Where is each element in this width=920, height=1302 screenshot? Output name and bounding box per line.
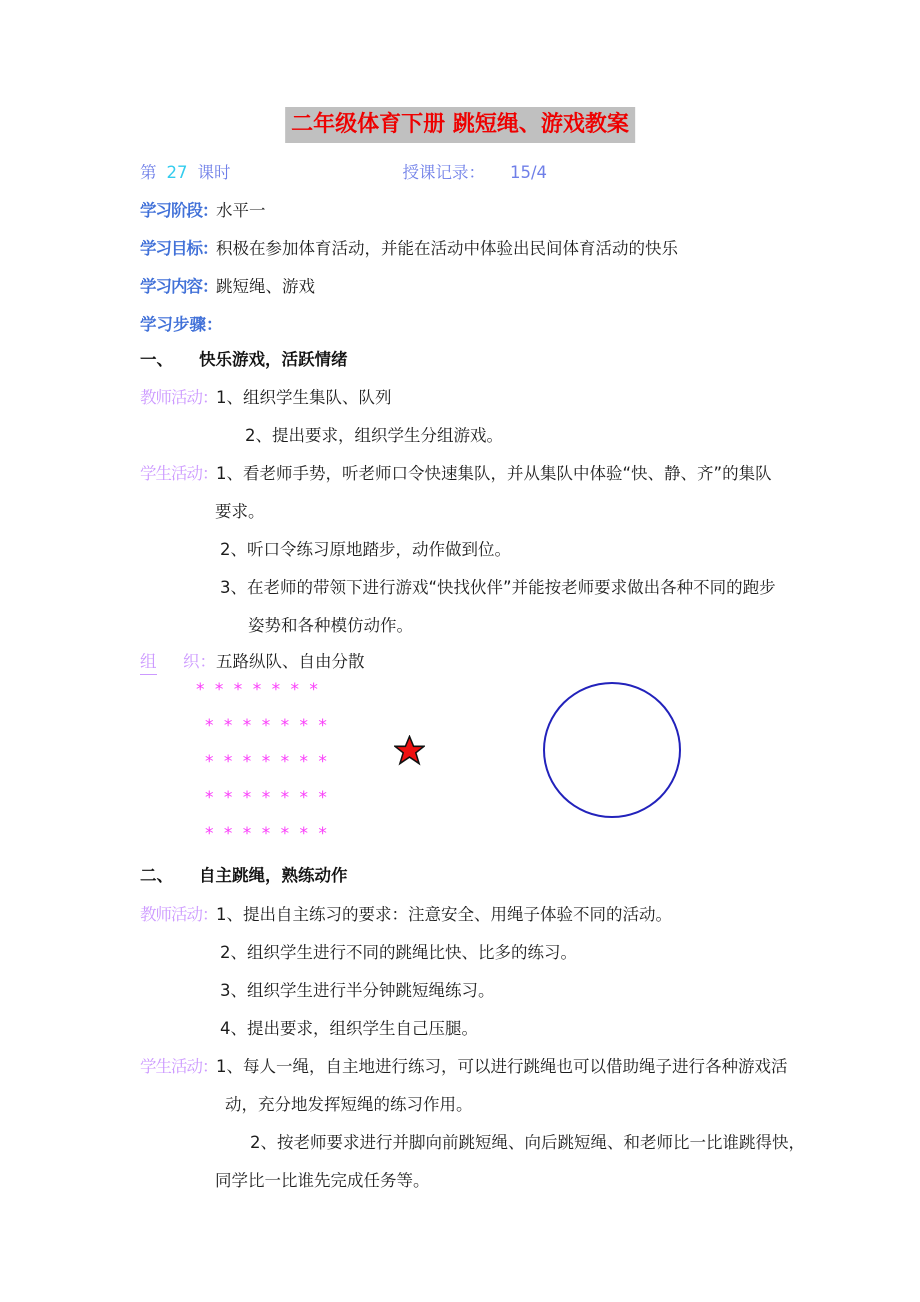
lesson-suffix: 课时 xyxy=(197,163,231,182)
formation-row-5: * * * * * * * xyxy=(205,824,330,844)
organization-label-left: 组 xyxy=(140,650,157,675)
section2-student-line1 xyxy=(140,1055,788,1079)
section2-title: 自主跳绳，熟练动作 xyxy=(199,866,348,885)
organization-label-right: 织： xyxy=(183,652,216,671)
teacher-star-icon xyxy=(394,735,425,766)
lesson-number: 27 xyxy=(166,163,188,182)
content-value: 跳短绳、游戏 xyxy=(216,277,315,296)
section1-heading xyxy=(140,348,348,372)
play-area-circle xyxy=(543,682,681,818)
section1-student-line5: 姿势和各种模仿动作。 xyxy=(248,616,413,635)
lesson-prefix: 第 xyxy=(140,163,157,182)
stage-line xyxy=(140,199,266,223)
section2-number: 二、 xyxy=(140,866,173,885)
content-line xyxy=(140,275,315,299)
formation-row-2: * * * * * * * xyxy=(205,716,330,736)
section2-student-line4: 同学比一比谁先完成任务等。 xyxy=(215,1171,430,1190)
section2-teacher-line2: 2、组织学生进行不同的跳绳比快、比多的练习。 xyxy=(220,943,577,962)
formation-row-3: * * * * * * * xyxy=(205,752,330,772)
section2-student-line3: 2、按老师要求进行并脚向前跳短绳、向后跳短绳、和老师比一比谁跳得快， xyxy=(250,1133,805,1152)
goal-label: 学习目标： xyxy=(140,239,218,258)
organization-label xyxy=(140,650,216,675)
goal-value: 积极在参加体育活动，并能在活动中体验出民间体育活动的快乐 xyxy=(216,239,678,258)
organization-line xyxy=(140,650,365,675)
section2-heading xyxy=(140,864,348,888)
formation-row-4: * * * * * * * xyxy=(205,788,330,808)
lesson-header-line xyxy=(140,161,547,185)
goal-line xyxy=(140,237,678,261)
organization-value: 五路纵队、自由分散 xyxy=(216,652,365,671)
steps-line xyxy=(140,313,223,337)
student-activity-text: 1、看老师手势，听老师口令快速集队，并从集队中体验“快、静、齐”的集队 xyxy=(216,464,772,483)
page-title: 二年级体育下册 跳短绳、游戏教案 xyxy=(285,107,635,143)
section2-teacher-line1 xyxy=(140,903,672,927)
section2-teacher-line3: 3、组织学生进行半分钟跳短绳练习。 xyxy=(220,981,495,1000)
teacher-activity-text: 1、组织学生集队、队列 xyxy=(216,388,392,407)
section1-student-line1 xyxy=(140,462,772,486)
section1-teacher-line2: 2、提出要求，组织学生分组游戏。 xyxy=(245,426,503,445)
stage-value: 水平一 xyxy=(216,201,266,220)
content-label: 学习内容： xyxy=(140,277,218,296)
teacher-activity-label: 教师活动： xyxy=(140,388,218,407)
student-activity-text-2: 1、每人一绳，自主地进行练习，可以进行跳绳也可以借助绳子进行各种游戏活 xyxy=(216,1057,788,1076)
record-value: 15/4 xyxy=(510,163,548,182)
section1-title: 快乐游戏，活跃情绪 xyxy=(199,350,348,369)
student-activity-label: 学生活动： xyxy=(140,464,218,483)
stage-label: 学习阶段： xyxy=(140,201,218,220)
section2-teacher-line4: 4、提出要求，组织学生自己压腿。 xyxy=(220,1019,478,1038)
section1-teacher-line1 xyxy=(140,386,392,410)
section1-student-line2: 要求。 xyxy=(215,502,265,521)
section1-student-line3: 2、听口令练习原地踏步，动作做到位。 xyxy=(220,540,511,559)
record-label: 授课记录： xyxy=(402,163,485,182)
section1-number: 一、 xyxy=(140,350,173,369)
teacher-activity-text-2: 1、提出自主练习的要求：注意安全、用绳子体验不同的活动。 xyxy=(216,905,672,924)
teacher-activity-label-2: 教师活动： xyxy=(140,905,218,924)
section1-student-line4: 3、在老师的带领下进行游戏“快找伙伴”并能按老师要求做出各种不同的跑步 xyxy=(220,578,776,597)
section2-student-line2: 动，充分地发挥短绳的练习作用。 xyxy=(225,1095,473,1114)
student-activity-label-2: 学生活动： xyxy=(140,1057,218,1076)
formation-row-1: * * * * * * * xyxy=(196,680,321,700)
steps-label: 学习步骤： xyxy=(140,315,223,334)
